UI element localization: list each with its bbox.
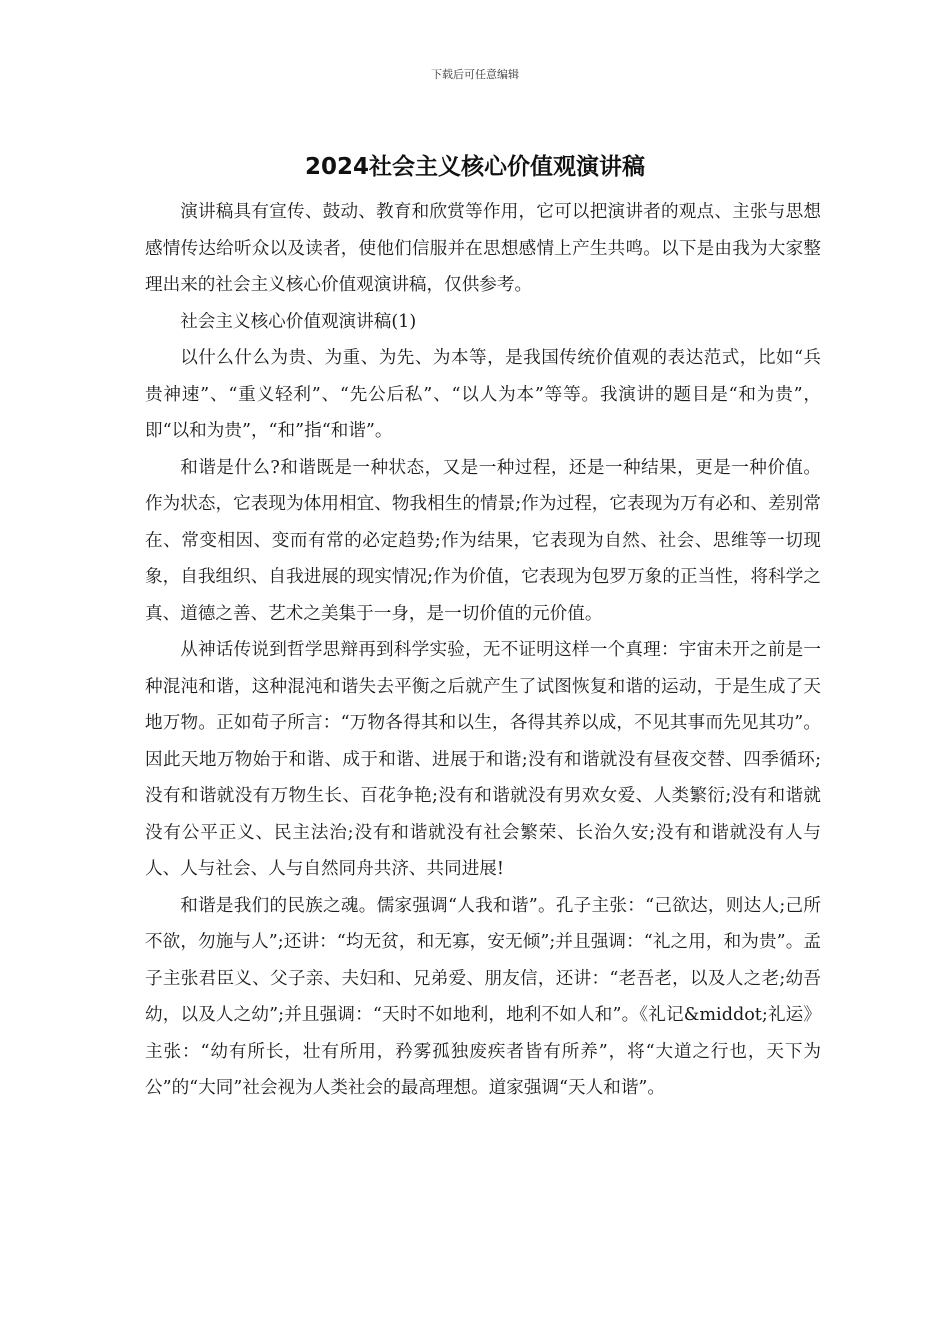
- paragraph-intro: 演讲稿具有宣传、鼓动、教育和欣赏等作用，它可以把演讲者的观点、主张与思想感情传达给听众以及读者，使他们信服并在思想感情上产生共鸣。以下是由我为大家整理出来的社会主义核心价值观演讲稿，仅供参考。: [145, 202, 821, 295]
- paragraph: 和谐是什么?和谐既是一种状态，又是一种过程，还是一种结果，更是一种价值。作为状态，它表现为体用相宜、物我相生的情景;作为过程，它表现为万有必和、差别常在、常变相因、变而有常的必定趋势;作为结果，它表现为自然、社会、思维等一切现象，自我组织、自我进展的现实情况;作为价值，它表现为包罗万象的正当性，将科学之真、道德之善、艺术之美集于一身，是一切价值的元价值。: [145, 457, 821, 624]
- section-heading: 社会主义核心价值观演讲稿(1): [180, 311, 417, 332]
- header-note: 下载后可任意编辑: [431, 68, 519, 81]
- document-title: 2024社会主义核心价值观演讲稿: [304, 154, 645, 180]
- paragraph: 以什么什么为贵、为重、为先、为本等，是我国传统价值观的表达范式，比如“兵贵神速”、“重义轻利”、“先公后私”、“以人为本”等等。我演讲的题目是“和为贵”，即“以和为贵”，“和”指“和谐”。: [145, 348, 821, 441]
- paragraph: 从神话传说到哲学思辩再到科学实验，无不证明这样一个真理：宇宙未开之前是一种混沌和谐，这种混沌和谐失去平衡之后就产生了试图恢复和谐的运动，于是生成了天地万物。正如荀子所言：“万物各得其和以生，各得其养以成，不见其事而先见其功”。因此天地万物始于和谐、成于和谐、进展于和谐;没有和谐就没有昼夜交替、四季循环;没有和谐就没有万物生长、百花争艳;没有和谐就没有男欢女爱、人类繁衍;没有和谐就没有公平正义、民主法治;没有和谐就没有社会繁荣、长治久安;没有和谐就没有人与人、人与社会、人与自然同舟共济、共同进展!: [145, 640, 821, 879]
- document-body: [145, 194, 821, 1107]
- paragraph: 和谐是我们的民族之魂。儒家强调“人我和谐”。孔子主张：“己欲达，则达人;己所不欲，勿施与人”;还讲：“均无贫，和无寡，安无倾”;并且强调：“礼之用，和为贵”。孟子主张君臣义、父子亲、夫妇和、兄弟爱、朋友信，还讲：“老吾老，以及人之老;幼吾幼，以及人之幼”;并且强调：“天时不如地利，地利不如人和”。《礼记&middot;礼运》主张：“幼有所长，壮有所用，矜雾孤独废疾者皆有所养”，将“大道之行也，天下为公”的“大同”社会视为人类社会的最高理想。道家强调“天人和谐”。: [145, 895, 821, 1098]
